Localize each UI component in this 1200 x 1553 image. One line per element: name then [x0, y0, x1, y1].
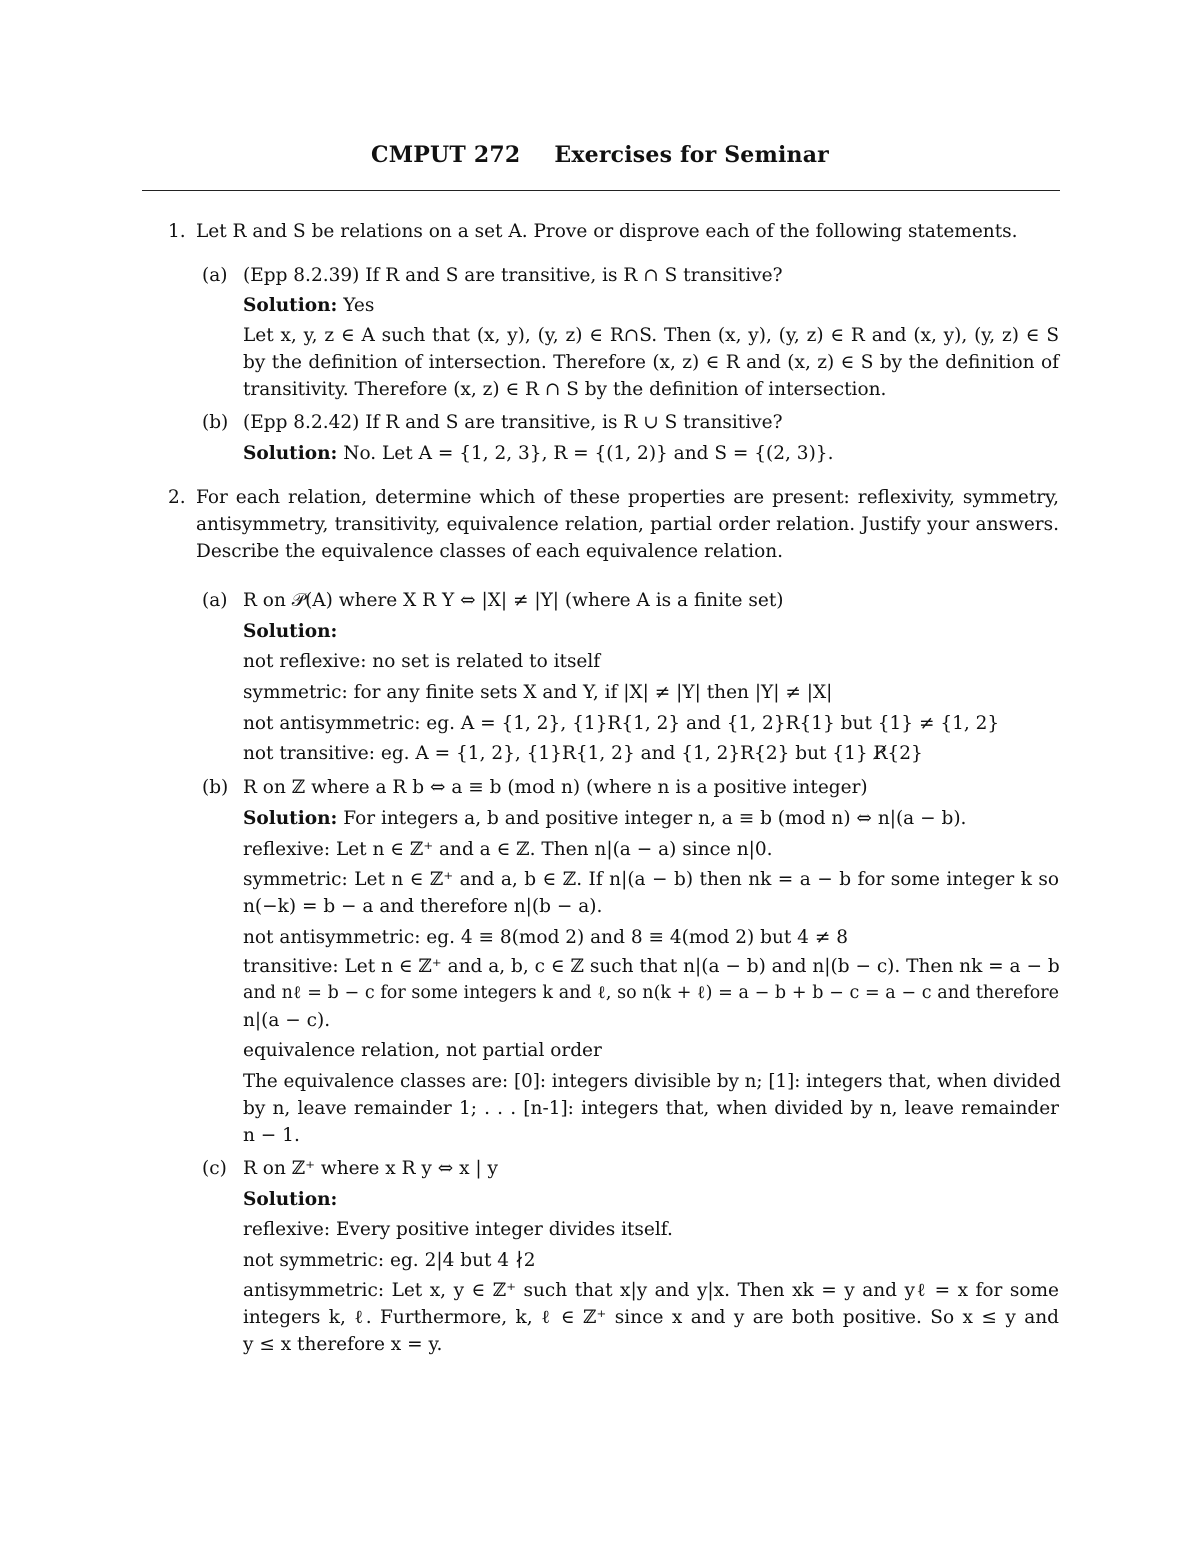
- part-label: (a): [202, 590, 228, 611]
- course-code: CMPUT 272: [371, 142, 521, 168]
- part-label: (c): [202, 1158, 227, 1179]
- question-text: antisymmetry, transitivity, equivalence relation, partial order relation. Justify your answers.: [196, 514, 1059, 535]
- part-text: R on ℤ⁺ where x R y ⇔ x | y: [243, 1158, 498, 1179]
- solution-answer: Yes: [343, 295, 375, 316]
- solution-label: Solution:: [243, 808, 338, 829]
- solution-text: antisymmetric: Let x, y ∈ ℤ⁺ such that x|y and y|x. Then xk = y and yℓ = x for some: [243, 1280, 1059, 1301]
- solution-label: Solution:: [243, 1189, 338, 1210]
- part-label: (b): [202, 412, 229, 433]
- solution-line: [243, 810, 966, 829]
- solution-label: Solution:: [243, 621, 338, 642]
- solution-line: [243, 297, 374, 316]
- solution-text: not antisymmetric: eg. 4 ≡ 8(mod 2) and 8 ≡ 4(mod 2) but 4 ≠ 8: [243, 927, 848, 948]
- title-rule: [142, 190, 1060, 191]
- solution-text: n(−k) = b − a and therefore n|(b − a).: [243, 896, 603, 917]
- solution-text: reflexive: Let n ∈ ℤ⁺ and a ∈ ℤ. Then n|(a − a) since n|0.: [243, 839, 773, 860]
- solution-text: Let x, y, z ∈ A such that (x, y), (y, z) ∈ R∩S. Then (x, y), (y, z) ∈ R and (x, y), (y, z) ∈ S: [243, 325, 1059, 346]
- solution-label: Solution:: [243, 443, 338, 464]
- solution-text: by the definition of intersection. Therefore (x, z) ∈ R and (x, z) ∈ S by the definition of: [243, 352, 1059, 373]
- part-text: R on 𝒫(A) where X R Y ⇔ |X| ≠ |Y| (where A is a finite set): [243, 590, 784, 611]
- solution-text: by n, leave remainder 1; . . . [n-1]: integers that, when divided by n, leave remainder: [243, 1098, 1059, 1119]
- solution-text: not symmetric: eg. 2|4 but 4 ∤2: [243, 1250, 536, 1271]
- solution-text: symmetric: Let n ∈ ℤ⁺ and a, b ∈ ℤ. If n|(a − b) then nk = a − b for some integer k so: [243, 869, 1059, 890]
- solution-text: not transitive: eg. A = {1, 2}, {1}R{1, 2} and {1, 2}R{2} but {1} R̸{2}: [243, 743, 923, 764]
- solution-label: Solution:: [243, 295, 338, 316]
- part-text: (Epp 8.2.42) If R and S are transitive, is R ∪ S transitive?: [243, 412, 783, 433]
- solution-line: [243, 445, 833, 464]
- solution-text: The equivalence classes are: [0]: integers divisible by n; [1]: integers that, when divided: [243, 1071, 1061, 1092]
- question-number: 2.: [168, 487, 186, 508]
- question-number: 1.: [168, 221, 186, 242]
- page-title: [0, 142, 1200, 168]
- solution-text: transitivity. Therefore (x, z) ∈ R ∩ S by the definition of intersection.: [243, 379, 887, 400]
- solution-text: symmetric: for any finite sets X and Y, if |X| ≠ |Y| then |Y| ≠ |X|: [243, 682, 833, 703]
- part-label: (a): [202, 265, 228, 286]
- question-text: Let R and S be relations on a set A. Prove or disprove each of the following statements.: [196, 221, 1018, 242]
- solution-text: not reflexive: no set is related to itself: [243, 651, 601, 672]
- solution-text: equivalence relation, not partial order: [243, 1040, 602, 1061]
- solution-text: not antisymmetric: eg. A = {1, 2}, {1}R{1, 2} and {1, 2}R{1} but {1} ≠ {1, 2}: [243, 713, 1000, 734]
- title-subtitle: Exercises for Seminar: [554, 142, 829, 168]
- solution-answer: For integers a, b and positive integer n, a ≡ b (mod n) ⇔ n|(a − b).: [343, 808, 967, 829]
- solution-text: n − 1.: [243, 1125, 300, 1146]
- part-text: (Epp 8.2.39) If R and S are transitive, is R ∩ S transitive?: [243, 265, 783, 286]
- solution-answer: No. Let A = {1, 2, 3}, R = {(1, 2)} and S = {(2, 3)}.: [343, 443, 834, 464]
- part-label: (b): [202, 777, 229, 798]
- solution-text: transitive: Let n ∈ ℤ⁺ and a, b, c ∈ ℤ such that n|(a − b) and n|(b − c). Then nk = a − b: [243, 956, 1060, 977]
- question-text: For each relation, determine which of these properties are present: reflexivity, symmetry,: [196, 487, 1059, 508]
- part-text: R on ℤ where a R b ⇔ a ≡ b (mod n) (where n is a positive integer): [243, 777, 868, 798]
- solution-text: integers k, ℓ. Furthermore, k, ℓ ∈ ℤ⁺ since x and y are both positive. So x ≤ y and: [243, 1307, 1059, 1328]
- solution-text: reflexive: Every positive integer divides itself.: [243, 1219, 673, 1240]
- solution-text: n|(a − c).: [243, 1010, 331, 1031]
- question-text: Describe the equivalence classes of each equivalence relation.: [196, 541, 784, 562]
- solution-text: y ≤ x therefore x = y.: [243, 1334, 443, 1355]
- solution-text: and nℓ = b − c for some integers k and ℓ, so n(k + ℓ) = a − b + b − c = a − c and therefore: [243, 983, 1059, 1003]
